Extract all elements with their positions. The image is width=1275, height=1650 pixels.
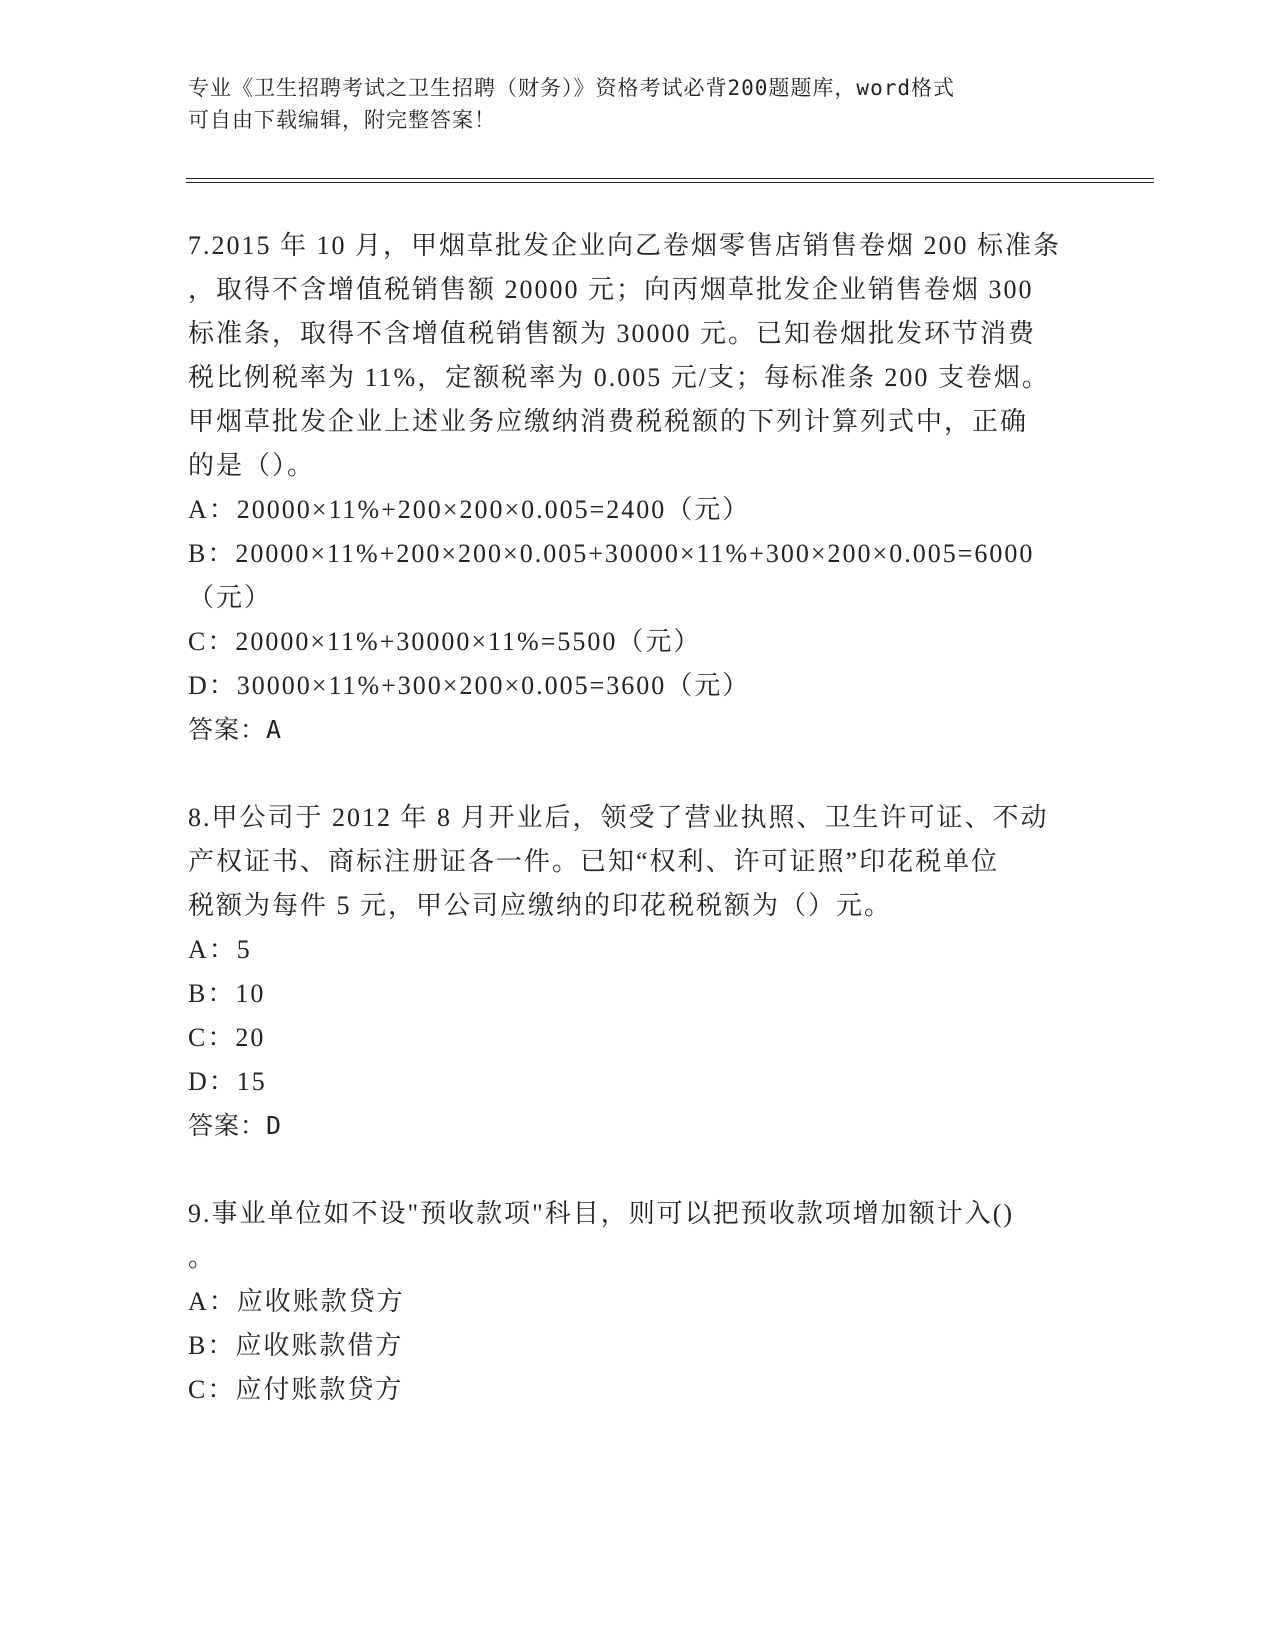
- question-7-stem-line: 税比例税率为 11%，定额税率为 0.005 元/支；每标准条 200 支卷烟。: [188, 363, 1050, 392]
- header-line-1: 专业《卫生招聘考试之卫生招聘（财务）》资格考试必背200题题库，word格式: [188, 76, 955, 100]
- question-8-option-c: C：20: [188, 1023, 266, 1052]
- document-header: [188, 72, 1088, 136]
- question-7-stem-line: 标准条，取得不含增值税销售额为 30000 元。已知卷烟批发环节消费: [188, 319, 1037, 348]
- question-7-option-d: D：30000×11%+300×200×0.005=3600（元）: [188, 671, 751, 700]
- question-8-answer: 答案：D: [188, 1111, 283, 1140]
- question-7-answer: 答案：A: [188, 715, 283, 744]
- question-8-stem-line: 产权证书、商标注册证各一件。已知“权利、许可证照”印花税单位: [188, 847, 1000, 876]
- question-7-option-b: B：20000×11%+200×200×0.005+30000×11%+300×200×0.005=6000: [188, 539, 1035, 568]
- question-9-stem-line: 9.事业单位如不设"预收款项"科目，则可以把预收款项增加额计入(): [188, 1199, 1015, 1228]
- header-line-2: 可自由下载编辑，附完整答案！: [188, 108, 496, 132]
- question-7-option-c: C：20000×11%+30000×11%=5500（元）: [188, 627, 702, 656]
- question-9-option-a: A：应收账款贷方: [188, 1287, 405, 1316]
- question-7-option-b-cont: （元）: [188, 583, 273, 612]
- question-7-stem-line: 甲烟草批发企业上述业务应缴纳消费税税额的下列计算列式中，正确: [188, 407, 1029, 436]
- question-8-stem-line: 8.甲公司于 2012 年 8 月开业后，领受了营业执照、卫生许可证、不动: [188, 803, 1049, 832]
- question-8-option-a: A：5: [188, 935, 252, 964]
- question-7-stem-line: 7.2015 年 10 月，甲烟草批发企业向乙卷烟零售店销售卷烟 200 标准条: [188, 231, 1062, 260]
- question-9-option-b: B：应收账款借方: [188, 1331, 404, 1360]
- question-9-stem-line: 。: [188, 1243, 217, 1272]
- question-8-option-d: D：15: [188, 1067, 267, 1096]
- header-divider-top: [186, 178, 1154, 179]
- question-7-option-a: A：20000×11%+200×200×0.005=2400（元）: [188, 495, 751, 524]
- question-9-option-c: C：应付账款贷方: [188, 1375, 404, 1404]
- question-7-stem-line: 的是（）。: [188, 451, 316, 480]
- question-8-option-b: B：10: [188, 979, 266, 1008]
- header-divider-bottom: [186, 182, 1154, 183]
- question-8-stem-line: 税额为每件 5 元，甲公司应缴纳的印花税税额为（）元。: [188, 891, 893, 920]
- question-7-stem-line: ，取得不含增值税销售额 20000 元；向丙烟草批发企业销售卷烟 300: [188, 275, 1034, 304]
